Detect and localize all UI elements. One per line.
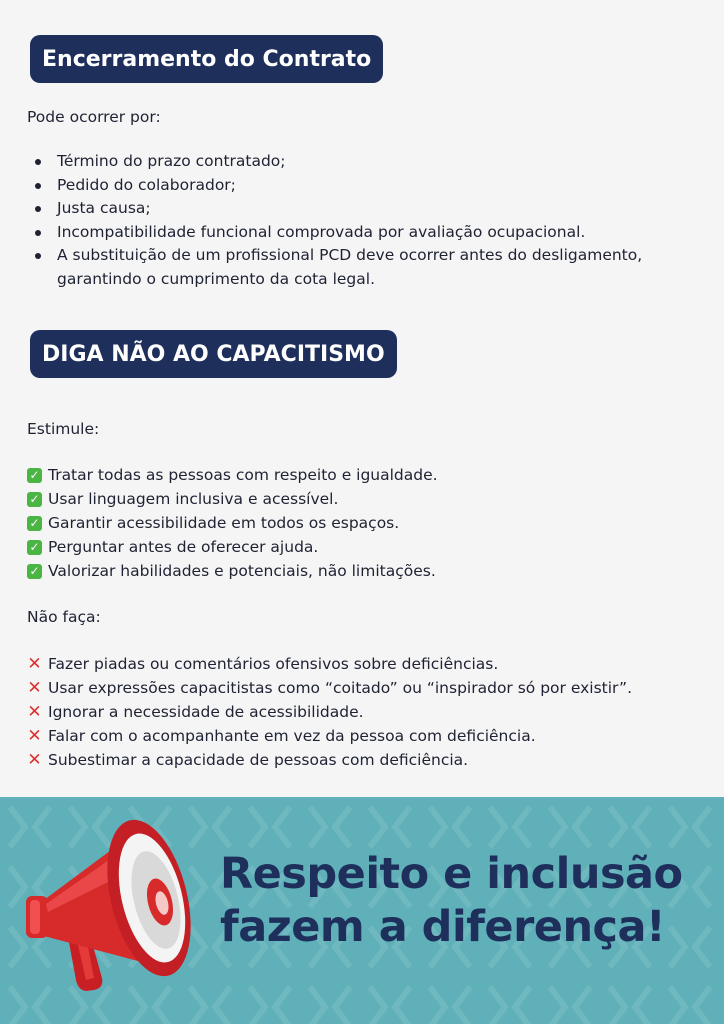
check-icon: ✓ [27,540,42,555]
list-item [57,174,717,198]
list-item [27,535,438,559]
bullet-icon [35,253,41,259]
cross-icon: ✕ [27,701,42,722]
check-icon: ✓ [27,492,42,507]
contract-end-list [27,150,717,291]
list-item [27,559,438,583]
bullet-icon [35,159,41,165]
check-icon: ✓ [27,564,42,579]
list-item-text: Pedido do colaborador; [57,175,236,194]
cross-icon: ✕ [27,653,42,674]
section-title-contract-end: Encerramento do Contrato [30,35,383,83]
check-icon: ✓ [27,468,42,483]
list-item-text: A substituição de um profissional PCD deve ocorrer antes do desligamento, garantindo o cumprimento da cota legal. [57,246,643,288]
check-icon: ✓ [27,516,42,531]
list-item [57,197,717,221]
list-item-text: Tratar todas as pessoas com respeito e igualdade. [48,466,438,484]
list-item [27,700,632,724]
cross-icon: ✕ [27,749,42,770]
list-item-text: Justa causa; [57,199,151,217]
list-item [27,676,632,700]
list-item-text: Ignorar a necessidade de acessibilidade. [48,703,364,721]
list-item-text: Subestimar a capacidade de pessoas com deficiência. [48,751,469,769]
list-item-text: Fazer piadas ou comentários ofensivos sobre deficiências. [48,655,499,673]
list-item [57,150,717,174]
list-item-text: Garantir acessibilidade em todos os espaços. [48,514,400,532]
slogan [220,848,683,954]
cross-icon: ✕ [27,725,42,746]
list-item-text: Usar linguagem inclusiva e acessível. [48,490,339,508]
dont-label: Não faça: [27,608,101,626]
section1-intro: Pode ocorrer por: [27,108,161,126]
list-item [27,652,632,676]
do-label: Estimule: [27,420,100,438]
list-item [57,244,717,291]
list-item-text: Falar com o acompanhante em vez da pessoa com deficiência. [48,727,536,745]
list-item [57,221,717,245]
cross-icon: ✕ [27,677,42,698]
slogan-line-1: Respeito e inclusão [220,849,683,899]
megaphone-icon [24,808,204,998]
section-title-ableism: DIGA NÃO AO CAPACITISMO [30,330,397,378]
list-item-text: Valorizar habilidades e potenciais, não limitações. [48,562,436,580]
list-item [27,463,438,487]
list-item [27,487,438,511]
list-item-text: Incompatibilidade funcional comprovada por avaliação ocupacional. [57,222,586,241]
slogan-line-2: fazem a diferença! [220,902,666,952]
bullet-icon [35,183,41,189]
list-item-text: Usar expressões capacitistas como “coitado” ou “inspirador só por existir”. [48,679,633,697]
list-item [27,511,438,535]
bullet-icon [35,230,41,236]
do-list [27,463,438,583]
list-item [27,724,632,748]
dont-list [27,652,632,772]
list-item-text: Término do prazo contratado; [57,152,286,170]
list-item [27,748,632,772]
bullet-icon [35,206,41,212]
list-item-text: Perguntar antes de oferecer ajuda. [48,538,319,556]
